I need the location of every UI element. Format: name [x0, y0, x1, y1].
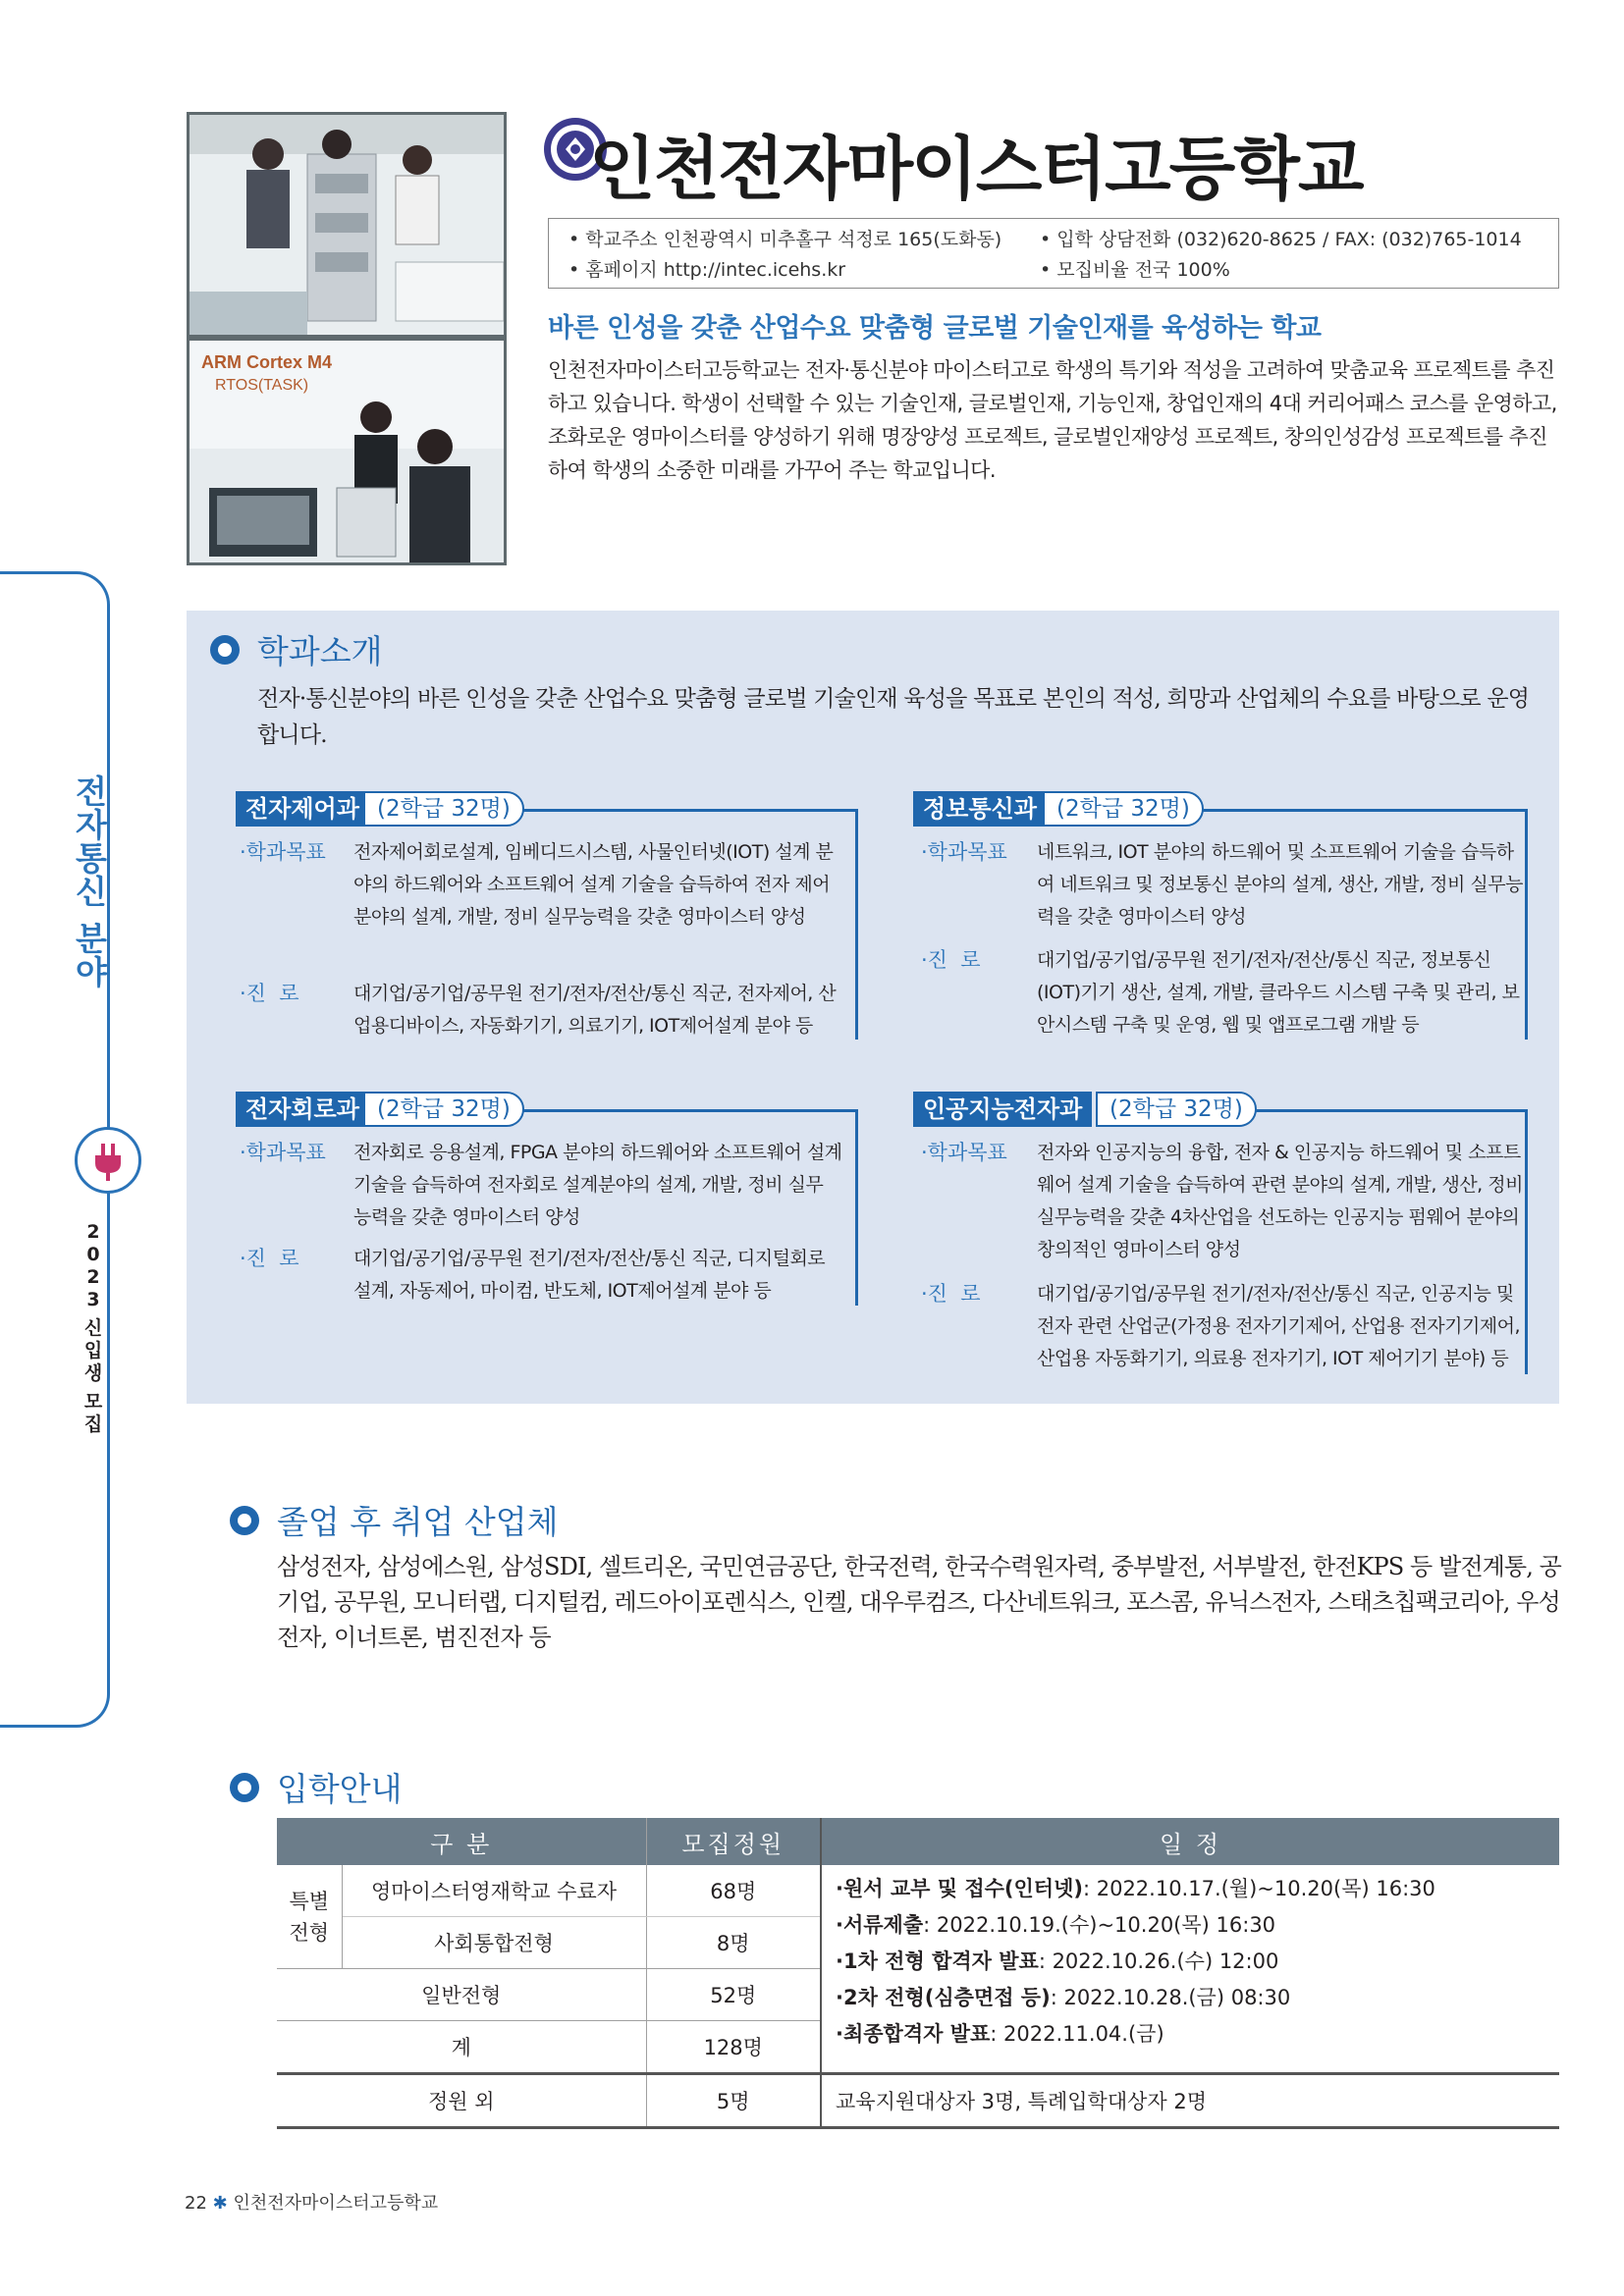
schedule-item: ·서류제출: 2022.10.19.(수)~10.20(목) 16:30	[836, 1913, 1276, 1937]
special-admission-label: 특별 전형	[277, 1865, 342, 1969]
goal-label: ·학과목표	[240, 840, 326, 864]
schedule-item: ·최종합격자 발표: 2022.11.04.(금)	[836, 2022, 1164, 2046]
header-quota: 모집정원	[646, 1818, 821, 1865]
admission-table	[277, 1818, 1559, 2129]
schedule-list	[821, 1865, 1559, 2074]
row-quota: 8명	[646, 1917, 821, 1969]
schedule-item: ·2차 전형(심층면접 등): 2022.10.28.(금) 08:30	[836, 1986, 1291, 2009]
table-row	[277, 2074, 1559, 2128]
row-quota: 128명	[646, 2021, 821, 2074]
table-header-row	[277, 1818, 1559, 1865]
admission-title: 입학안내	[277, 1770, 403, 1808]
row-quota: 52명	[646, 1969, 821, 2021]
section-bullet-icon	[210, 635, 240, 665]
dept-goal: 전자와 인공지능의 융합, 전자 & 인공지능 하드웨어 및 소프트웨어 설계 기술을 습득하여 관련 분야의 설계, 개발, 생산, 정비 실무능력을 갖춘 4차산업을 선도하는 인공지능 펌웨어 분야의 창의적인 영마이스터 양성	[1037, 1142, 1523, 1260]
section-bullet-icon	[230, 1773, 259, 1802]
career-label: ·진 로	[240, 1247, 299, 1270]
dept-name: 전자회로과	[236, 1092, 369, 1127]
row-name: 계	[277, 2021, 646, 2074]
footer-star-icon: ✱	[212, 2193, 228, 2214]
row-name: 일반전형	[277, 1969, 646, 2021]
school-slogan: 바른 인성을 갖춘 산업수요 맞춤형 글로벌 기술인재를 육성하는 학교	[548, 313, 1322, 344]
dept-goal: 네트워크, IOT 분야의 하드웨어 및 소프트웨어 기술을 습득하여 네트워크 및 정보통신 분야의 설계, 생산, 개발, 정비 실무능력을 갖춘 영마이스터 양성	[1037, 841, 1523, 928]
schedule-item: ·1차 전형 합격자 발표: 2022.10.26.(수) 12:00	[836, 1949, 1279, 1973]
goal-label: ·학과목표	[921, 1141, 1007, 1164]
departments-title: 학과소개	[257, 632, 383, 670]
side-recruit-label: 2 0 2 3 신 입 생 모 집	[83, 1221, 103, 1435]
page-footer	[185, 2189, 438, 2215]
section-bullet-icon	[230, 1506, 259, 1535]
dept-career: 대기업/공기업/공무원 전기/전자/전산/통신 직군, 디지털회로 설계, 자동제어, 마이컴, 반도체, IOT제어설계 분야 등	[353, 1248, 826, 1302]
school-homepage[interactable]: • 홈페이지 http://intec.icehs.kr	[568, 259, 846, 281]
plug-icon	[75, 1127, 141, 1194]
row-name: 정원 외	[277, 2074, 646, 2128]
dept-goal: 전자제어회로설계, 임베디드시스템, 사물인터넷(IOT) 설계 분야의 하드웨어와 소프트웨어 설계 기술을 습득하여 전자 제어 분야의 설계, 개발, 정비 실무능력을 갖춘 영마이스터 양성	[353, 841, 834, 928]
dept-goal: 전자회로 응용설계, FPGA 분야의 하드웨어와 소프트웨어 설계 기술을 습득하여 전자회로 설계분야의 설계, 개발, 정비 실무 능력을 갖춘 영마이스터 양성	[353, 1142, 842, 1228]
table-row	[277, 1865, 1559, 1917]
school-title: 인천전자마이스터고등학교	[589, 129, 1363, 209]
school-recruit-ratio: • 모집비율 전국 100%	[1040, 259, 1230, 281]
dept-quota: (2학급 32명)	[363, 791, 524, 827]
header-category: 구 분	[277, 1818, 646, 1865]
dept-name: 정보통신과	[913, 791, 1047, 827]
employment-list: 삼성전자, 삼성에스원, 삼성SDI, 셀트리온, 국민연금공단, 한국전력, 한국수력원자력, 중부발전, 서부발전, 한전KPS 등 발전계통, 공기업, 공무원, 모니터랩, 디지털컴, 레드아이포렌식스, 인켈, 대우루컴즈, 다산네트워크, 포스콤, 유닉스전자, 스태츠칩팩코리아, 우성전자, 이너트론, 범진전자 등	[277, 1553, 1561, 1651]
dept-name: 인공지능전자과	[913, 1092, 1092, 1127]
career-label: ·진 로	[921, 948, 981, 972]
school-phone: • 입학 상담전화 (032)620-8625 / FAX: (032)765-1014	[1040, 229, 1522, 250]
goal-label: ·학과목표	[921, 840, 1007, 864]
career-label: ·진 로	[921, 1282, 981, 1306]
career-label: ·진 로	[240, 982, 299, 1005]
goal-label: ·학과목표	[240, 1141, 326, 1164]
photo-students-lab	[187, 112, 507, 338]
photo-students-arm-board	[187, 338, 507, 565]
footer-school-name: 인천전자마이스터고등학교	[233, 2193, 439, 2214]
dept-career: 대기업/공기업/공무원 전기/전자/전산/통신 직군, 인공지능 및 전자 관련 산업군(가정용 전자기기제어, 산업용 전자기기제어, 산업용 자동화기기, 의료용 전자기기, IOT 제어기기 분야) 등	[1037, 1283, 1521, 1369]
photo-screen-text-2: RTOS(TASK)	[215, 377, 309, 394]
dept-name: 전자제어과	[236, 791, 369, 827]
school-info-box	[548, 218, 1559, 289]
extra-quota-note: 교육지원대상자 3명, 특례입학대상자 2명	[821, 2074, 1559, 2128]
school-address: • 학교주소 인천광역시 미추홀구 석정로 165(도화동)	[568, 229, 1002, 250]
row-quota: 68명	[646, 1865, 821, 1917]
dept-quota: (2학급 32명)	[1096, 1092, 1257, 1127]
row-quota: 5명	[646, 2074, 821, 2128]
employment-title: 졸업 후 취업 산업체	[277, 1503, 559, 1541]
dept-career: 대기업/공기업/공무원 전기/전자/전산/통신 직군, 전자제어, 산업용디바이스, 자동화기기, 의료기기, IOT제어설계 분야 등	[353, 983, 837, 1037]
dept-quota: (2학급 32명)	[363, 1092, 524, 1127]
schedule-item: ·원서 교부 및 접수(인터넷): 2022.10.17.(월)~10.20(목) 16:30	[836, 1877, 1435, 1900]
header-schedule: 일 정	[821, 1818, 1559, 1865]
row-name: 영마이스터영재학교 수료자	[342, 1865, 646, 1917]
photo-screen-text-1: ARM Cortex M4	[201, 352, 333, 372]
side-category-label: 전 자 통 신 분 야	[76, 773, 107, 991]
dept-quota: (2학급 32명)	[1043, 791, 1204, 827]
school-intro: 인천전자마이스터고등학교는 전자·통신분야 마이스터고로 학생의 특기와 적성을 고려하여 맞춤교육 프로젝트를 추진하고 있습니다. 학생이 선택할 수 있는 기술인재, 글로벌인재, 기능인재, 창업인재의 4대 커리어패스 코스를 운영하고, 조화로운 영마이스터를 양성하기 위해 명장양성 프로젝트, 글로벌인재양성 프로젝트, 창의인성감성 프로젝트를 추진하여 학생의 소중한 미래를 가꾸어 주는 학교입니다.	[548, 358, 1557, 482]
row-name: 사회통합전형	[342, 1917, 646, 1969]
page-number: 22	[185, 2193, 207, 2214]
dept-career: 대기업/공기업/공무원 전기/전자/전산/통신 직군, 정보통신(IOT)기기 생산, 설계, 개발, 클라우드 시스템 구축 및 관리, 보안시스템 구축 및 운영, 웹 및 앱프로그램 개발 등	[1037, 949, 1520, 1036]
departments-intro: 전자·통신분야의 바른 인성을 갖춘 산업수요 맞춤형 글로벌 기술인재 육성을 목표로 본인의 적성, 희망과 산업체의 수요를 바탕으로 운영합니다.	[257, 686, 1530, 748]
